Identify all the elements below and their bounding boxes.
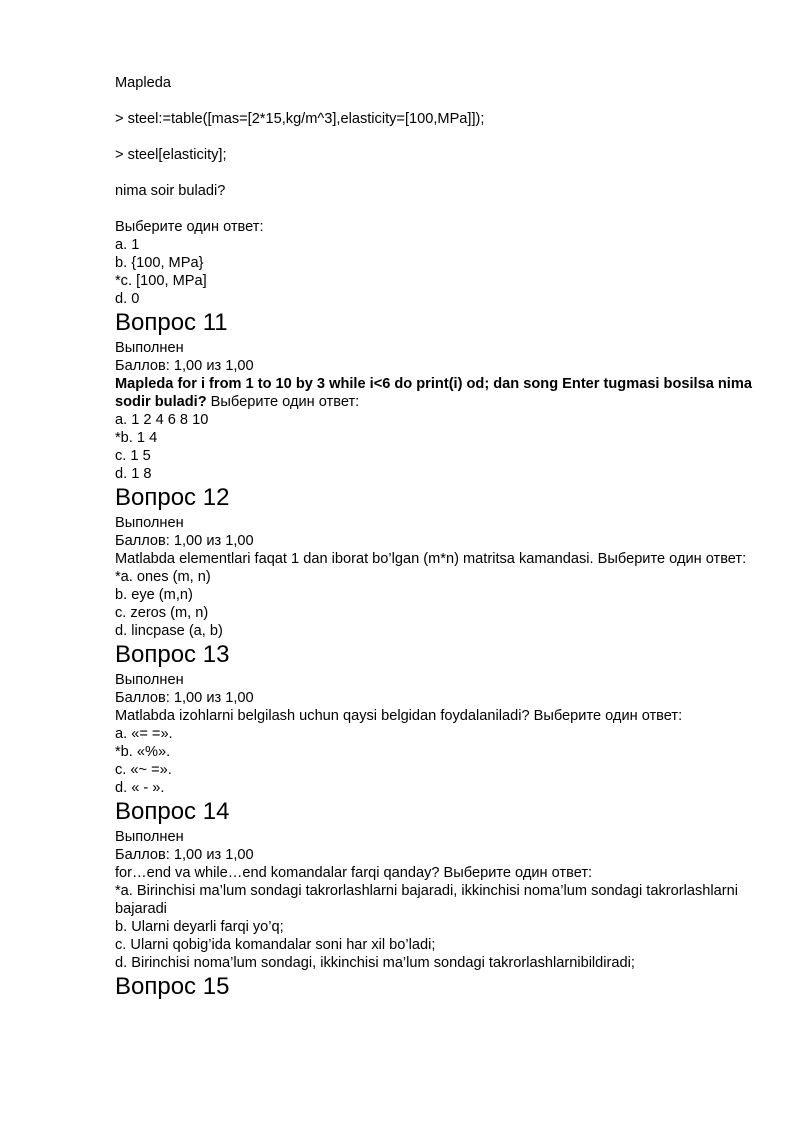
question-status: Выполнен [115, 672, 184, 688]
question-text-bold: Mapleda for i from 1 to 10 by 3 while i<6 do print(i) od; dan song Enter tugmasi bosilsa nima sodir buladi? [115, 376, 752, 410]
intro-option-a: a. 1 [115, 237, 140, 253]
question-heading: Вопрос 12 [115, 484, 230, 511]
option-b: b. Ularni deyarli farqi yo’q; [115, 919, 284, 935]
question-score: Баллов: 1,00 из 1,00 [115, 690, 254, 706]
question-15-heading: Вопрос 15 [115, 973, 230, 1000]
question-text [115, 375, 755, 411]
option-a: *a. ones (m, n) [115, 569, 211, 585]
intro-prompt: Выберите один ответ: [115, 219, 264, 235]
question-status: Выполнен [115, 340, 184, 356]
question-text: for…end va while…end komandalar farqi qanday? Выберите один ответ: [115, 865, 593, 881]
question-14 [115, 798, 755, 972]
intro-option-c: *c. [100, MPa] [115, 273, 207, 289]
option-a: *a. Birinchisi ma’lum sondagi takrorlashlarni bajaradi, ikkinchisi noma’lum sondagi takrorlashlarni bajaradi [115, 883, 743, 917]
option-d: d. « - ». [115, 780, 165, 796]
intro-option-d: d. 0 [115, 291, 140, 307]
question-text: Matlabda elementlari faqat 1 dan iborat bo’lgan (m*n) matritsa kamandasi. Выберите один ответ: [115, 551, 747, 567]
option-b: b. eye (m,n) [115, 587, 193, 603]
question-12 [115, 484, 755, 640]
intro-line-3: > steel[elasticity]; [115, 147, 227, 163]
intro-line-4: nima soir buladi? [115, 183, 226, 199]
question-13 [115, 641, 755, 797]
option-c: c. Ularni qobig’ida komandalar soni har xil bo’ladi; [115, 937, 436, 953]
question-text-normal: Выберите один ответ: [206, 394, 360, 410]
option-d: d. lincpase (a, b) [115, 623, 223, 639]
question-score: Баллов: 1,00 из 1,00 [115, 533, 254, 549]
option-d: d. Birinchisi noma’lum sondagi, ikkinchisi ma’lum sondagi takrorlashlarnibildiradi; [115, 955, 635, 971]
intro-line-2: > steel:=table([mas=[2*15,kg/m^3],elasticity=[100,MPa]]); [115, 111, 485, 127]
question-status: Выполнен [115, 515, 184, 531]
question-text: Matlabda izohlarni belgilash uchun qaysi belgidan foydalaniladi? Выберите один ответ: [115, 708, 683, 724]
option-b: *b. «%». [115, 744, 171, 760]
option-a: a. 1 2 4 6 8 10 [115, 412, 209, 428]
option-d: d. 1 8 [115, 466, 152, 482]
question-heading: Вопрос 14 [115, 798, 230, 825]
option-b: *b. 1 4 [115, 430, 158, 446]
question-status: Выполнен [115, 829, 184, 845]
intro-line-1: Mapleda [115, 75, 171, 91]
intro-option-b: b. {100, MPa} [115, 255, 204, 271]
option-c: c. 1 5 [115, 448, 151, 464]
question-heading: Вопрос 11 [115, 309, 228, 336]
question-11 [115, 309, 755, 483]
option-a: a. «= =». [115, 726, 173, 742]
question-heading: Вопрос 13 [115, 641, 230, 668]
question-score: Баллов: 1,00 из 1,00 [115, 358, 254, 374]
option-c: c. zeros (m, n) [115, 605, 209, 621]
option-c: c. «~ =». [115, 762, 172, 778]
document-page [115, 74, 755, 1003]
question-score: Баллов: 1,00 из 1,00 [115, 847, 254, 863]
